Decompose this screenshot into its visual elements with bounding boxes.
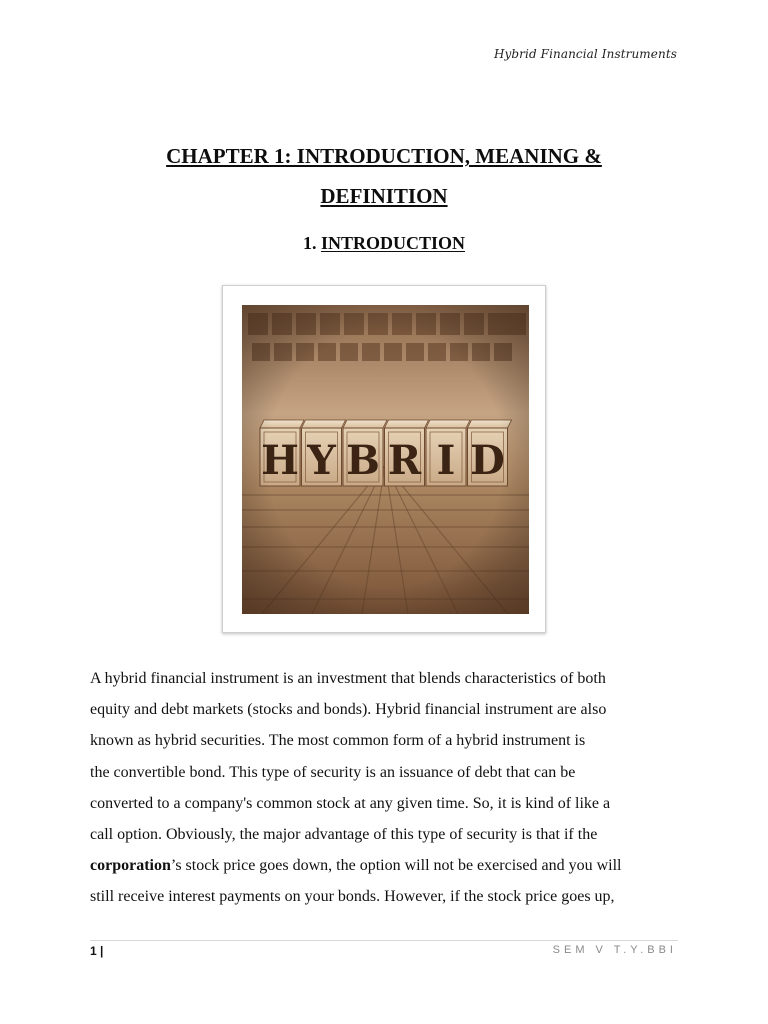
hybrid-blocks-figure <box>222 285 546 633</box>
chapter-title <box>90 136 678 216</box>
page-number: 1 | <box>90 944 104 958</box>
body-paragraph <box>90 663 690 913</box>
footer-divider <box>90 940 678 941</box>
body-line: A hybrid financial instrument is an investment that blends characteristics of both <box>90 670 606 687</box>
body-line: still receive interest payments on your bonds. However, if the stock price goes up, <box>90 888 615 906</box>
section-number: 1. <box>302 233 317 253</box>
body-line: converted to a company's common stock at any given time. So, it is kind of like a <box>90 794 611 812</box>
body-line: known as hybrid securities. The most common form of a hybrid instrument is <box>90 732 586 750</box>
body-line: call option. Obviously, the major advantage of this type of security is that if the <box>90 826 598 844</box>
footer-course-label: SEM V T.Y.BBI <box>552 944 677 956</box>
chapter-title-line-2: DEFINITION <box>320 184 448 208</box>
body-line: equity and debt markets (stocks and bonds). Hybrid financial instrument are also <box>90 701 607 719</box>
section-heading <box>90 231 678 255</box>
hybrid-blocks-image <box>242 305 529 614</box>
body-line <box>90 850 690 881</box>
running-header: Hybrid Financial Instruments <box>493 47 677 61</box>
body-line-rest: ’s stock price goes down, the option will not be exercised and you will <box>170 857 622 875</box>
bold-term-corporation: corporation <box>90 857 171 875</box>
section-title: INTRODUCTION <box>320 233 466 253</box>
body-line: the convertible bond. This type of security is an issuance of debt that can be <box>90 763 576 781</box>
chapter-title-line-1: CHAPTER 1: INTRODUCTION, MEANING & <box>166 144 602 168</box>
